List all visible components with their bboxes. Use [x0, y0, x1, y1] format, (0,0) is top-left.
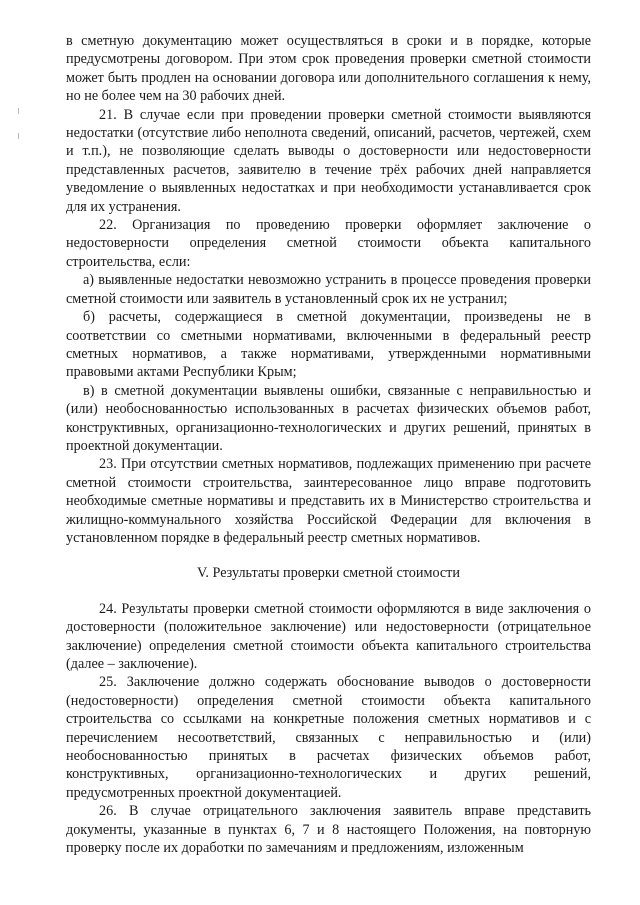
margin-mark: [18, 108, 19, 114]
section-heading: V. Результаты проверки сметной стоимости: [197, 565, 460, 582]
margin-mark: [18, 133, 19, 139]
paragraph-22-a: а) выявленные недостатки невозможно устранить в процессе проведения проверки сметной стоимости или заявитель в установленный срок их не устранил;: [66, 272, 591, 307]
paragraph-24: 24. Результаты проверки сметной стоимости оформляются в виде заключения о достоверности (положительное заключение) или недостоверности (отрицательное заключение) определения сметной стоимости объекта капитального строительства (далее – заключение).: [66, 600, 591, 672]
paragraph-26: 26. В случае отрицательного заключения заявитель вправе представить документы, указанные в пунктах 6, 7 и 8 настоящего Положения, на повторную проверку после их доработки по замечаниям и предложениям, изложенным: [66, 803, 591, 857]
paragraph-25: 25. Заключение должно содержать обоснование выводов о достоверности (недостоверности) определения сметной стоимости объекта капитального строительства со ссылками на конкретные положения сметных нормативов и с перечислением несоответствий, связанных с неправильностью и (или) необоснованностью принятых в расчетах физических объемов работ, конструктивных, организационно-технологических и других решений, предусмотренных проектной документацией.: [66, 674, 591, 801]
paragraph-22-b: б) расчеты, содержащиеся в сметной документации, произведены не в соответствии со сметными нормативами, включенными в федеральный реестр сметных нормативов, а также нормативами, утвержденными нормативными правовыми актами Республики Крым;: [66, 309, 591, 381]
paragraph-22: 22. Организация по проведению проверки оформляет заключение о недостоверности определения сметной стоимости объекта капитального строительства, если:: [66, 217, 591, 270]
paragraph-23: 23. При отсутствии сметных нормативов, подлежащих применению при расчете сметной стоимости строительства, заинтересованное лицо вправе подготовить необходимые сметные нормативы и представить их в Министерство строительства и жилищно-коммунального хозяйства Российской Федерации для включения в установленном порядке в федеральный реестр сметных нормативов.: [66, 456, 591, 546]
paragraph-continuation: в сметную документацию может осуществляться в сроки и в порядке, которые предусмотрены договором. При этом срок проведения проверки сметной стоимости может быть продлен на основании договора или дополнительного соглашения к нему, но не более чем на 30 рабочих дней.: [66, 33, 591, 105]
paragraph-22-c: в) в сметной документации выявлены ошибки, связанные с неправильностью и (или) необоснованностью использованных в расчетах физических объемов работ, конструктивных, организационно-технологических и других решений, принятых в проектной документации.: [66, 382, 591, 454]
paragraph-21: 21. В случае если при проведении проверки сметной стоимости выявляются недостатки (отсутствие либо неполнота сведений, описаний, расчетов, чертежей, схем и т.п.), не позволяющие сделать выводы о достоверности или недостоверности представленных расчетов, заявителю в течение трёх рабочих дней направляется уведомление о выявленных недостатках и при необходимости устанавливается срок для их устранения.: [66, 106, 591, 215]
document-page: [66, 32, 591, 857]
